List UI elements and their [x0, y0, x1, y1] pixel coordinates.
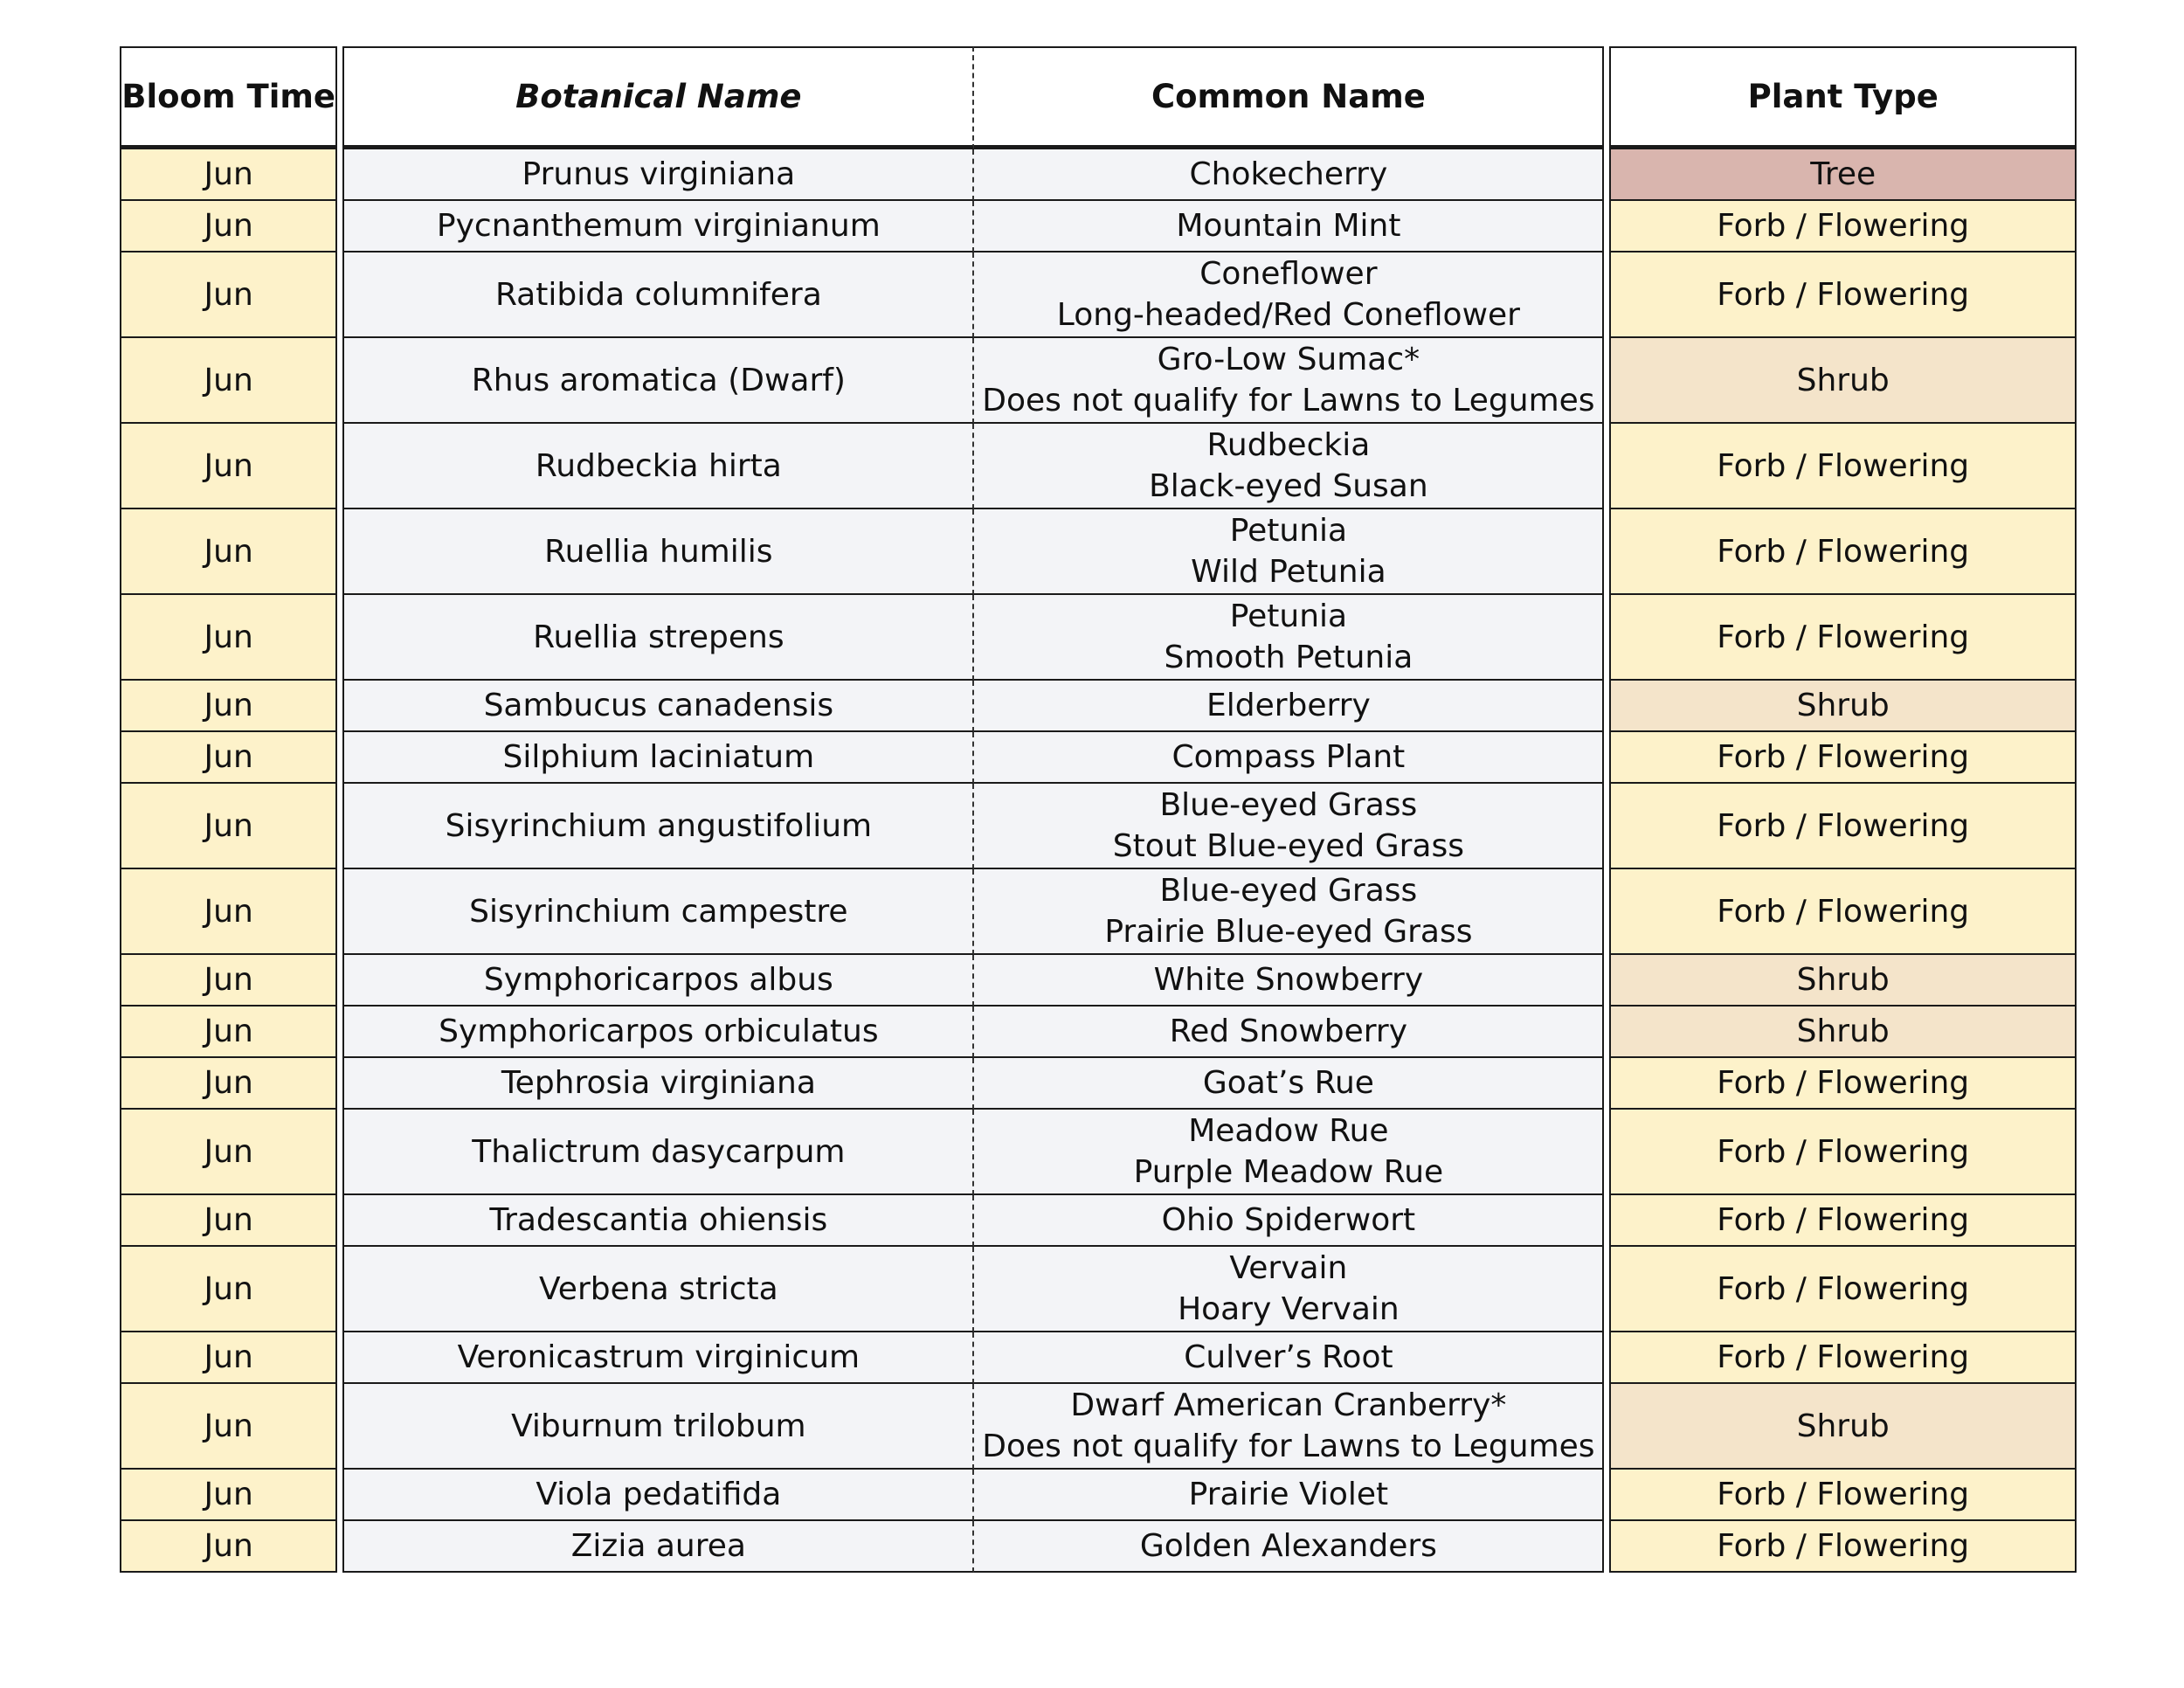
- table-row: [120, 595, 2077, 681]
- header-bloom-time: Bloom Time: [120, 46, 337, 149]
- botanical-name-cell: Silphium laciniatum: [342, 732, 974, 784]
- botanical-name-cell: Rudbeckia hirta: [342, 424, 974, 509]
- plant-type-cell: Tree: [1609, 149, 2077, 201]
- botanical-name-cell: Sisyrinchium angustifolium: [342, 784, 974, 869]
- plant-type-cell: Forb / Flowering: [1609, 253, 2077, 338]
- table-row: [120, 1384, 2077, 1470]
- plant-type-cell: Forb / Flowering: [1609, 509, 2077, 595]
- bloom-time-cell: Jun: [120, 1195, 337, 1247]
- common-name-line: Elderberry: [1206, 688, 1371, 723]
- common-name-line: Chokecherry: [1189, 156, 1388, 192]
- botanical-name-cell: Sisyrinchium campestre: [342, 869, 974, 955]
- bloom-time-cell: Jun: [120, 1058, 337, 1110]
- botanical-name-cell: Verbena stricta: [342, 1247, 974, 1332]
- common-name-line: Dwarf American Cranberry*: [1070, 1387, 1507, 1423]
- botanical-name-cell: Tephrosia virginiana: [342, 1058, 974, 1110]
- plant-type-cell: Forb / Flowering: [1609, 1470, 2077, 1521]
- header-plant-type: Plant Type: [1609, 46, 2077, 149]
- common-name-line: Meadow Rue: [1188, 1113, 1389, 1149]
- bloom-time-cell: Jun: [120, 1110, 337, 1195]
- bloom-time-cell: Jun: [120, 955, 337, 1007]
- botanical-name-cell: Tradescantia ohiensis: [342, 1195, 974, 1247]
- common-name-line: Vervain: [1229, 1250, 1348, 1286]
- botanical-name-cell: Ratibida columnifera: [342, 253, 974, 338]
- common-name-line: Mountain Mint: [1176, 208, 1401, 244]
- common-name-line: Blue-eyed Grass: [1159, 873, 1418, 909]
- bloom-time-cell: Jun: [120, 1521, 337, 1573]
- table-row: [120, 732, 2077, 784]
- table-row: [120, 681, 2077, 732]
- plant-table: [120, 46, 2077, 1573]
- plant-type-cell: Forb / Flowering: [1609, 1247, 2077, 1332]
- common-name-cell: [974, 732, 1604, 784]
- common-name-line: Smooth Petunia: [1164, 640, 1413, 675]
- bloom-time-cell: Jun: [120, 732, 337, 784]
- plant-type-cell: Shrub: [1609, 1384, 2077, 1470]
- plant-table-grid: [120, 46, 2077, 1573]
- botanical-name-cell: Viburnum trilobum: [342, 1384, 974, 1470]
- common-name-cell: [974, 253, 1604, 338]
- table-row: [120, 1195, 2077, 1247]
- common-name-line: Wild Petunia: [1191, 554, 1386, 590]
- plant-type-cell: Forb / Flowering: [1609, 1521, 2077, 1573]
- table-row: [120, 784, 2077, 869]
- common-name-line: Culver’s Root: [1184, 1339, 1393, 1375]
- common-name-cell: [974, 955, 1604, 1007]
- common-name-cell: [974, 1058, 1604, 1110]
- botanical-name-cell: Symphoricarpos orbiculatus: [342, 1007, 974, 1058]
- common-name-cell: [974, 1007, 1604, 1058]
- common-name-line: Long-headed/Red Coneflower: [1056, 297, 1520, 333]
- common-name-line: Compass Plant: [1171, 739, 1406, 775]
- plant-type-cell: Forb / Flowering: [1609, 1110, 2077, 1195]
- plant-type-cell: Forb / Flowering: [1609, 869, 2077, 955]
- botanical-name-cell: Ruellia humilis: [342, 509, 974, 595]
- bloom-time-cell: Jun: [120, 253, 337, 338]
- common-name-cell: [974, 1384, 1604, 1470]
- table-row: [120, 1007, 2077, 1058]
- botanical-name-cell: Prunus virginiana: [342, 149, 974, 201]
- common-name-line: Does not qualify for Lawns to Legumes: [982, 1429, 1595, 1464]
- common-name-line: Golden Alexanders: [1139, 1528, 1437, 1564]
- plant-type-cell: Forb / Flowering: [1609, 201, 2077, 253]
- botanical-name-cell: Symphoricarpos albus: [342, 955, 974, 1007]
- table-row: [120, 509, 2077, 595]
- common-name-cell: [974, 1247, 1604, 1332]
- table-row: [120, 1470, 2077, 1521]
- common-name-cell: [974, 595, 1604, 681]
- common-name-line: Hoary Vervain: [1178, 1291, 1400, 1327]
- common-name-line: Goat’s Rue: [1202, 1065, 1374, 1101]
- common-name-line: Stout Blue-eyed Grass: [1112, 828, 1464, 864]
- common-name-line: Prairie Blue-eyed Grass: [1104, 914, 1473, 950]
- common-name-cell: [974, 869, 1604, 955]
- plant-type-cell: Forb / Flowering: [1609, 1058, 2077, 1110]
- plant-type-cell: Shrub: [1609, 955, 2077, 1007]
- common-name-line: Black-eyed Susan: [1149, 468, 1428, 504]
- table-row: [120, 201, 2077, 253]
- bloom-time-cell: Jun: [120, 201, 337, 253]
- table-header-row: [120, 46, 2077, 149]
- botanical-name-cell: Rhus aromatica (Dwarf): [342, 338, 974, 424]
- table-row: [120, 1110, 2077, 1195]
- bloom-time-cell: Jun: [120, 509, 337, 595]
- botanical-name-cell: Ruellia strepens: [342, 595, 974, 681]
- bloom-time-cell: Jun: [120, 338, 337, 424]
- plant-type-cell: Forb / Flowering: [1609, 732, 2077, 784]
- plant-type-cell: Forb / Flowering: [1609, 424, 2077, 509]
- plant-type-cell: Forb / Flowering: [1609, 595, 2077, 681]
- common-name-cell: [974, 1470, 1604, 1521]
- bloom-time-cell: Jun: [120, 1247, 337, 1332]
- common-name-line: Petunia: [1229, 513, 1348, 549]
- common-name-line: Coneflower: [1199, 256, 1378, 292]
- common-name-line: Ohio Spiderwort: [1161, 1202, 1416, 1238]
- table-row: [120, 1247, 2077, 1332]
- common-name-line: Does not qualify for Lawns to Legumes: [982, 383, 1595, 419]
- botanical-name-cell: Sambucus canadensis: [342, 681, 974, 732]
- table-row: [120, 424, 2077, 509]
- bloom-time-cell: Jun: [120, 149, 337, 201]
- common-name-cell: [974, 509, 1604, 595]
- bloom-time-cell: Jun: [120, 1332, 337, 1384]
- plant-type-cell: Forb / Flowering: [1609, 1332, 2077, 1384]
- common-name-line: Petunia: [1229, 598, 1348, 634]
- common-name-line: Gro-Low Sumac*: [1157, 342, 1420, 377]
- botanical-name-cell: Thalictrum dasycarpum: [342, 1110, 974, 1195]
- table-row: [120, 253, 2077, 338]
- common-name-cell: [974, 784, 1604, 869]
- table-row: [120, 1521, 2077, 1573]
- botanical-name-cell: Pycnanthemum virginianum: [342, 201, 974, 253]
- common-name-line: Prairie Violet: [1188, 1477, 1389, 1512]
- botanical-name-cell: Veronicastrum virginicum: [342, 1332, 974, 1384]
- common-name-cell: [974, 1110, 1604, 1195]
- bloom-time-cell: Jun: [120, 424, 337, 509]
- common-name-cell: [974, 1332, 1604, 1384]
- common-name-cell: [974, 201, 1604, 253]
- common-name-cell: [974, 424, 1604, 509]
- table-row: [120, 955, 2077, 1007]
- bloom-time-cell: Jun: [120, 595, 337, 681]
- bloom-time-cell: Jun: [120, 869, 337, 955]
- common-name-line: Blue-eyed Grass: [1159, 787, 1418, 823]
- plant-type-cell: Shrub: [1609, 681, 2077, 732]
- plant-type-cell: Shrub: [1609, 338, 2077, 424]
- table-row: [120, 1332, 2077, 1384]
- bloom-time-cell: Jun: [120, 1470, 337, 1521]
- common-name-line: Rudbeckia: [1206, 427, 1371, 463]
- common-name-cell: [974, 1521, 1604, 1573]
- common-name-cell: [974, 149, 1604, 201]
- common-name-line: White Snowberry: [1153, 962, 1424, 998]
- common-name-cell: [974, 681, 1604, 732]
- common-name-line: Purple Meadow Rue: [1133, 1154, 1444, 1190]
- plant-type-cell: Forb / Flowering: [1609, 784, 2077, 869]
- table-row: [120, 149, 2077, 201]
- header-common-name: Common Name: [974, 46, 1604, 149]
- table-row: [120, 869, 2077, 955]
- bloom-time-cell: Jun: [120, 784, 337, 869]
- botanical-name-cell: Viola pedatifida: [342, 1470, 974, 1521]
- bloom-time-cell: Jun: [120, 1384, 337, 1470]
- common-name-cell: [974, 1195, 1604, 1247]
- plant-type-cell: Forb / Flowering: [1609, 1195, 2077, 1247]
- table-row: [120, 1058, 2077, 1110]
- plant-type-cell: Shrub: [1609, 1007, 2077, 1058]
- botanical-name-cell: Zizia aurea: [342, 1521, 974, 1573]
- common-name-cell: [974, 338, 1604, 424]
- bloom-time-cell: Jun: [120, 1007, 337, 1058]
- header-botanical-name: Botanical Name: [342, 46, 974, 149]
- common-name-line: Red Snowberry: [1169, 1013, 1408, 1049]
- table-row: [120, 338, 2077, 424]
- bloom-time-cell: Jun: [120, 681, 337, 732]
